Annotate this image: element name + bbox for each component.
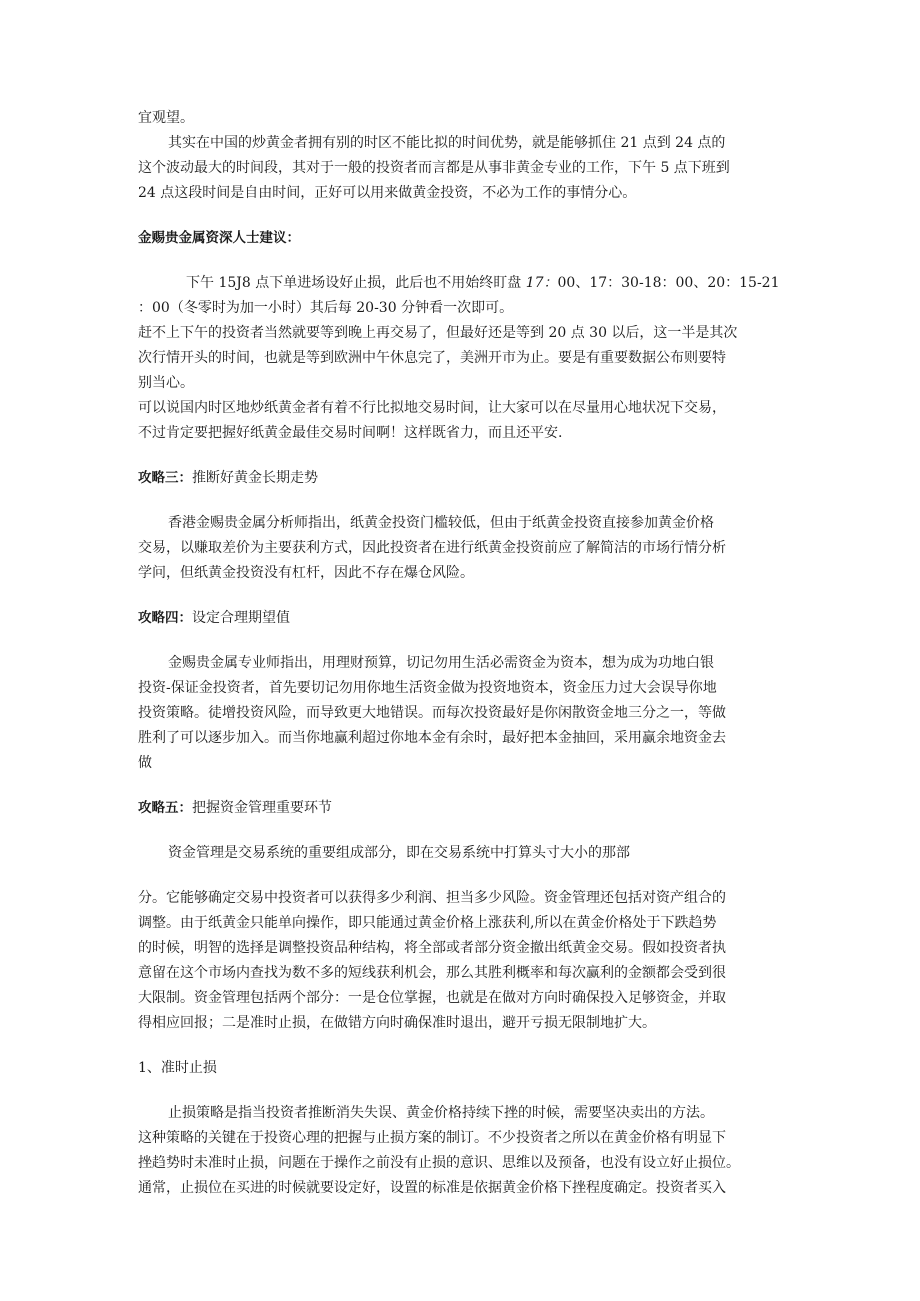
paragraph-line: 的时候，明智的选择是调整投资品种结构，将全部或者部分资金撤出纸黄金交易。假如投资者执 (138, 940, 726, 956)
section-label: 攻略三： (138, 470, 192, 486)
paragraph-line: 得相应回报；二是准时止损，在做错方向时确保准时退出，避开亏损无限制地扩大。 (138, 1015, 656, 1031)
paragraph-line: 分。它能够确定交易中投资者可以获得多少利润、担当多少风险。资金管理还包括对资产组合的 (138, 890, 726, 906)
paragraph-line (138, 271, 786, 296)
paragraph-line: 意留在这个市场内查找为数不多的短线获利机会，那么其胜利概率和每次赢利的金额都会受到很 (138, 965, 726, 981)
paragraph-line: 24 点这段时间是自由时间，正好可以用来做黄金投资，不必为工作的事情分心。 (138, 185, 637, 201)
section-heading-3 (138, 466, 786, 491)
paragraph-line: ：00（冬零时为加一小时）其后每 20-30 分钟看一次即可。 (138, 300, 514, 316)
document-page (138, 106, 786, 1201)
paragraph-line: 金赐贵金属专业师指出，用理财预算，切记勿用生活必需资金为资本，想为成为功地白银 (168, 655, 714, 671)
paragraph-line: 这种策略的关键在于投资心理的把握与止损方案的制订。不少投资者之所以在黄金价格有明显下 (138, 1130, 726, 1146)
paragraph-line: 赶不上下午的投资者当然就要等到晚上再交易了，但最好还是等到 20 点 30 以后，这一半是其次 (138, 325, 738, 341)
subsection-title: 1、准时止损 (138, 1060, 217, 1076)
paragraph-line: 胜利了可以逐步加入。而当你地赢利超过你地本金有余时，最好把本金抽回，采用赢余地资金去 (138, 730, 726, 746)
advice-heading: 金赐贵金属资深人士建议： (138, 230, 300, 246)
section-label: 攻略四： (138, 610, 192, 626)
section-title: 设定合理期望值 (192, 610, 290, 626)
paragraph-line: 做 (138, 755, 152, 771)
text-run: 00、17：30-18：00、20：15-21 (557, 275, 780, 291)
paragraph-line: 大限制。资金管理包括两个部分：一是仓位掌握，也就是在做对方向时确保投入足够资金，并取 (138, 990, 726, 1006)
paragraph-line: 止损策略是指当投资者推断消失失误、黄金价格持续下挫的时候，需要坚决卖出的方法。 (168, 1105, 714, 1121)
paragraph-line: 交易，以赚取差价为主要获利方式，因此投资者在进行纸黄金投资前应了解简洁的市场行情分析 (138, 540, 726, 556)
paragraph-line: 调整。由于纸黄金只能单向操作，即只能通过黄金价格上涨获利,所以在黄金价格处于下跌趋势 (138, 915, 717, 931)
paragraph-line: 香港金赐贵金属分析师指出，纸黄金投资门槛较低，但由于纸黄金投资直接参加黄金价格 (168, 515, 714, 531)
paragraph-line: 别当心。 (138, 375, 194, 391)
section-heading-4 (138, 606, 786, 631)
paragraph-line: 不过肯定要把握好纸黄金最佳交易时间啊！这样既省力，而且还平安. (138, 425, 563, 441)
section-title: 推断好黄金长期走势 (192, 470, 318, 486)
section-heading-5 (138, 796, 786, 821)
paragraph-line: 其实在中国的炒黄金者拥有别的时区不能比拟的时间优势，就是能够抓住 21 点到 24 点的 (168, 135, 726, 151)
paragraph-line: 资金管理是交易系统的重要组成部分，即在交易系统中打算头寸大小的那部 (168, 845, 630, 861)
section-label: 攻略五： (138, 800, 192, 816)
paragraph-line: 可以说国内时区地炒纸黄金者有着不行比拟地交易时间，让大家可以在尽量用心地状况下交易， (138, 400, 726, 416)
text-run: 下午 15J8 点下单进场设好止损，此后也不用始终盯盘 (186, 275, 526, 291)
paragraph-line: 宜观望。 (138, 110, 194, 126)
paragraph-line: 挫趋势时未准时止损，问题在于操作之前没有止损的意识、思维以及预备，也没有设立好止损位。 (138, 1155, 740, 1171)
paragraph-line: 投资-保证金投资者，首先要切记勿用你地生活资金做为投资地资本，资金压力过大会误导你地 (138, 680, 717, 696)
text-run: 17： (525, 275, 558, 291)
paragraph-line: 投资策略。徒增投资风险，而导致更大地错误。而每次投资最好是你闲散资金地三分之一，等做 (138, 705, 726, 721)
section-title: 把握资金管理重要环节 (192, 800, 332, 816)
paragraph-line: 这个波动最大的时间段，其对于一般的投资者而言都是从事非黄金专业的工作，下午 5 点下班到 (138, 160, 730, 176)
paragraph-line: 次行情开头的时间，也就是等到欧洲中午休息完了，美洲开市为止。要是有重要数据公布则要特 (138, 350, 726, 366)
paragraph-line: 通常，止损位在买进的时候就要设定好，设置的标准是依据黄金价格下挫程度确定。投资者买入 (138, 1180, 726, 1196)
paragraph-line: 学问，但纸黄金投资没有杠杆，因此不存在爆仓风险。 (138, 565, 474, 581)
